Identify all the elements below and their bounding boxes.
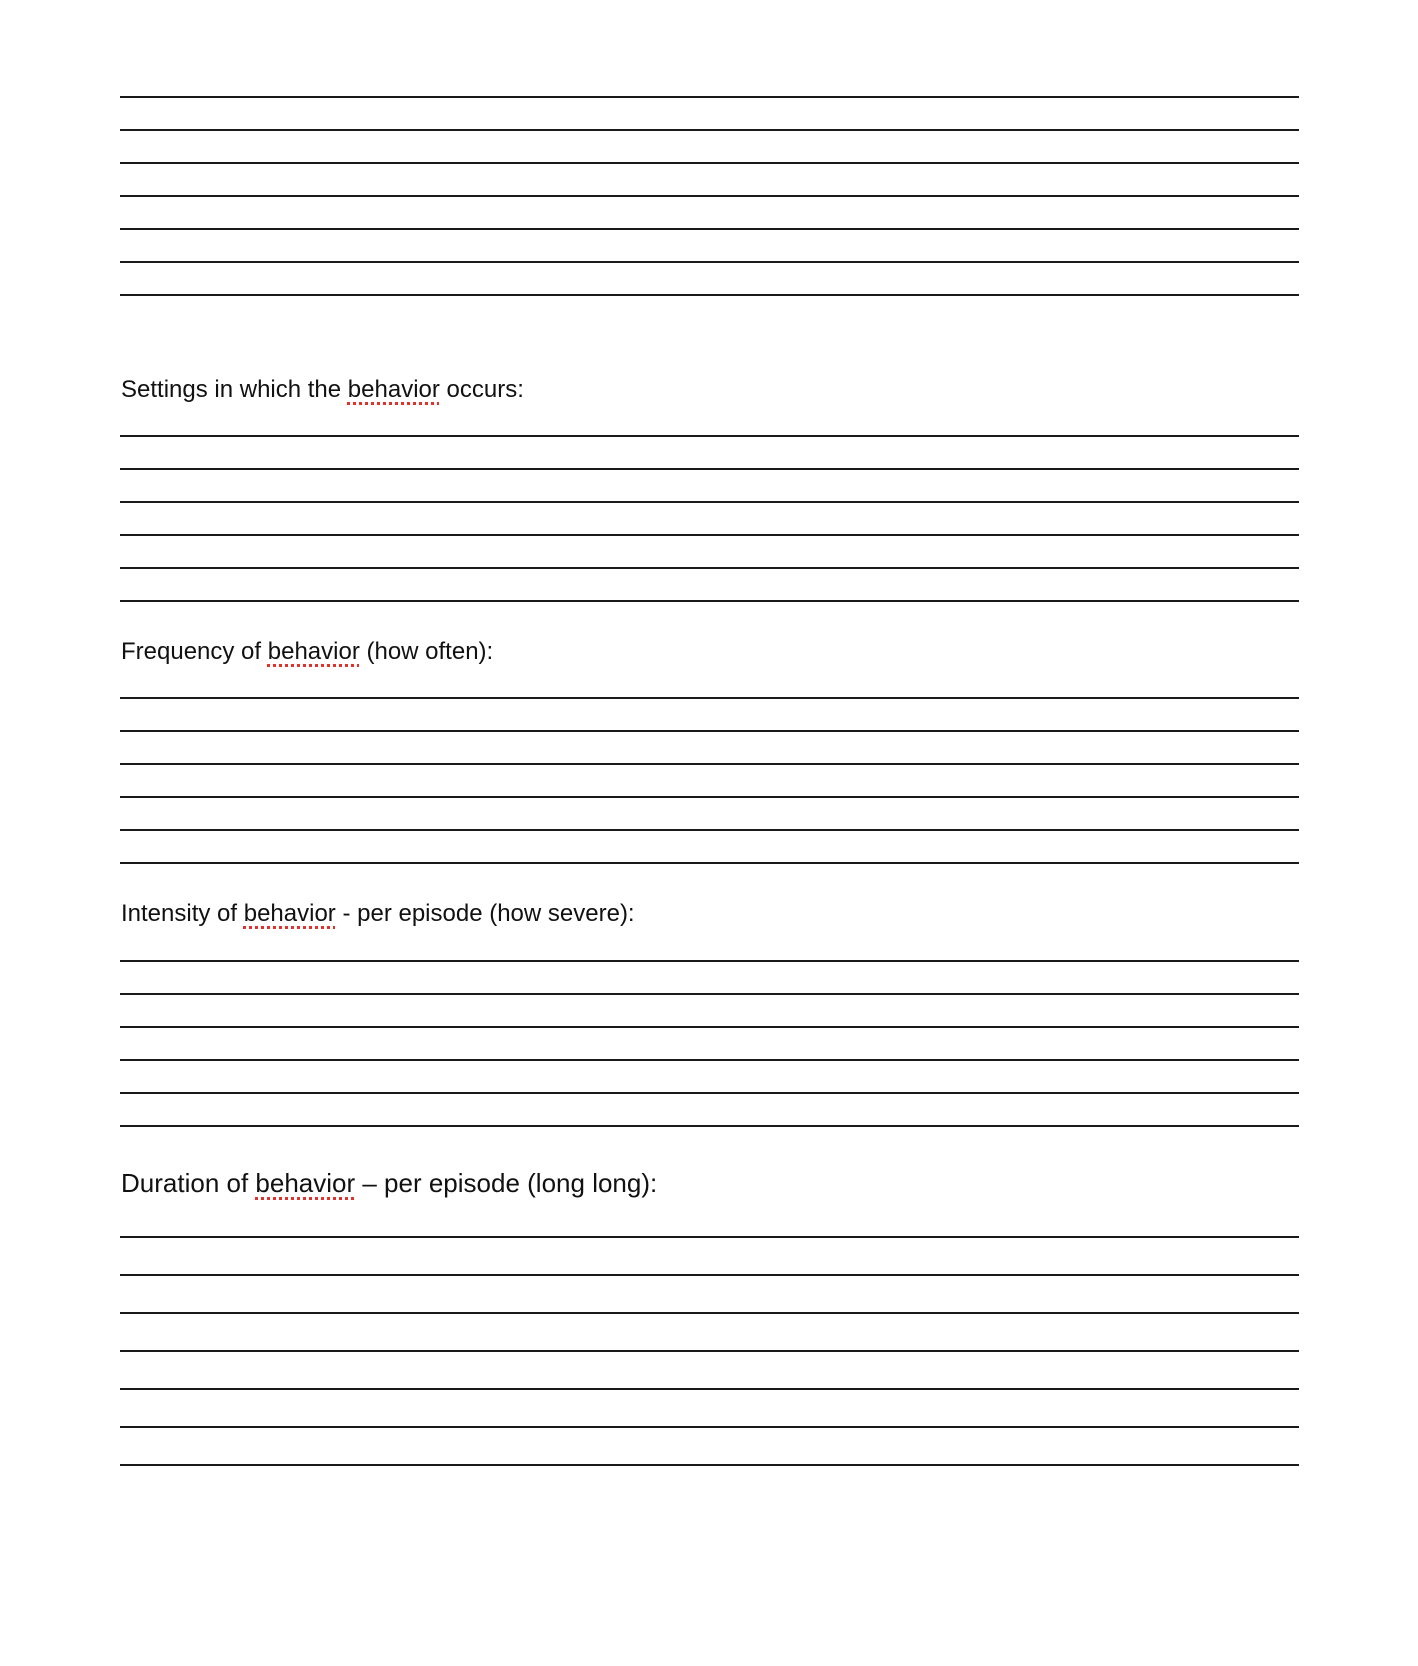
writing-line[interactable] (120, 1059, 1299, 1061)
writing-line[interactable] (120, 796, 1299, 798)
writing-line[interactable] (120, 697, 1299, 699)
spellcheck-flagged-word[interactable]: behavior (255, 1168, 356, 1198)
writing-line[interactable] (120, 1125, 1299, 1127)
writing-line[interactable] (120, 96, 1299, 98)
writing-line[interactable] (120, 567, 1299, 569)
settings-prompt-text-2: occurs: (439, 376, 524, 403)
writing-line[interactable] (120, 195, 1299, 197)
frequency-prompt (121, 637, 493, 667)
duration-prompt (121, 1168, 657, 1198)
duration-prompt-text-1: Duration of (121, 1168, 256, 1198)
intensity-prompt-text-2: - per episode (how severe): (335, 900, 635, 927)
writing-line[interactable] (120, 1426, 1299, 1428)
intensity-prompt-text-1: Intensity of (121, 900, 244, 927)
spellcheck-flagged-word[interactable]: behavior (267, 638, 360, 665)
writing-line[interactable] (120, 1026, 1299, 1028)
writing-line[interactable] (120, 129, 1299, 131)
writing-line[interactable] (120, 162, 1299, 164)
writing-line[interactable] (120, 534, 1299, 536)
spellcheck-flagged-word[interactable]: behavior (347, 376, 440, 403)
writing-line[interactable] (120, 829, 1299, 831)
settings-prompt-text-1: Settings in which the (121, 376, 348, 403)
writing-line[interactable] (120, 1350, 1299, 1352)
writing-line[interactable] (120, 501, 1299, 503)
writing-line[interactable] (120, 960, 1299, 962)
frequency-prompt-text-1: Frequency of (121, 638, 268, 665)
writing-line[interactable] (120, 294, 1299, 296)
writing-line[interactable] (120, 862, 1299, 864)
duration-prompt-text-2: – per episode (long long): (355, 1168, 658, 1198)
frequency-prompt-text-2: (how often): (359, 638, 494, 665)
writing-line[interactable] (120, 730, 1299, 732)
writing-line[interactable] (120, 435, 1299, 437)
writing-line[interactable] (120, 1092, 1299, 1094)
intensity-prompt (121, 899, 635, 929)
writing-line[interactable] (120, 1274, 1299, 1276)
spellcheck-flagged-word[interactable]: behavior (243, 900, 336, 927)
writing-line[interactable] (120, 228, 1299, 230)
settings-prompt (121, 375, 524, 405)
writing-line[interactable] (120, 468, 1299, 470)
writing-line[interactable] (120, 1236, 1299, 1238)
writing-line[interactable] (120, 1312, 1299, 1314)
writing-line[interactable] (120, 600, 1299, 602)
writing-line[interactable] (120, 1388, 1299, 1390)
writing-line[interactable] (120, 993, 1299, 995)
writing-line[interactable] (120, 1464, 1299, 1466)
writing-line[interactable] (120, 261, 1299, 263)
writing-line[interactable] (120, 763, 1299, 765)
